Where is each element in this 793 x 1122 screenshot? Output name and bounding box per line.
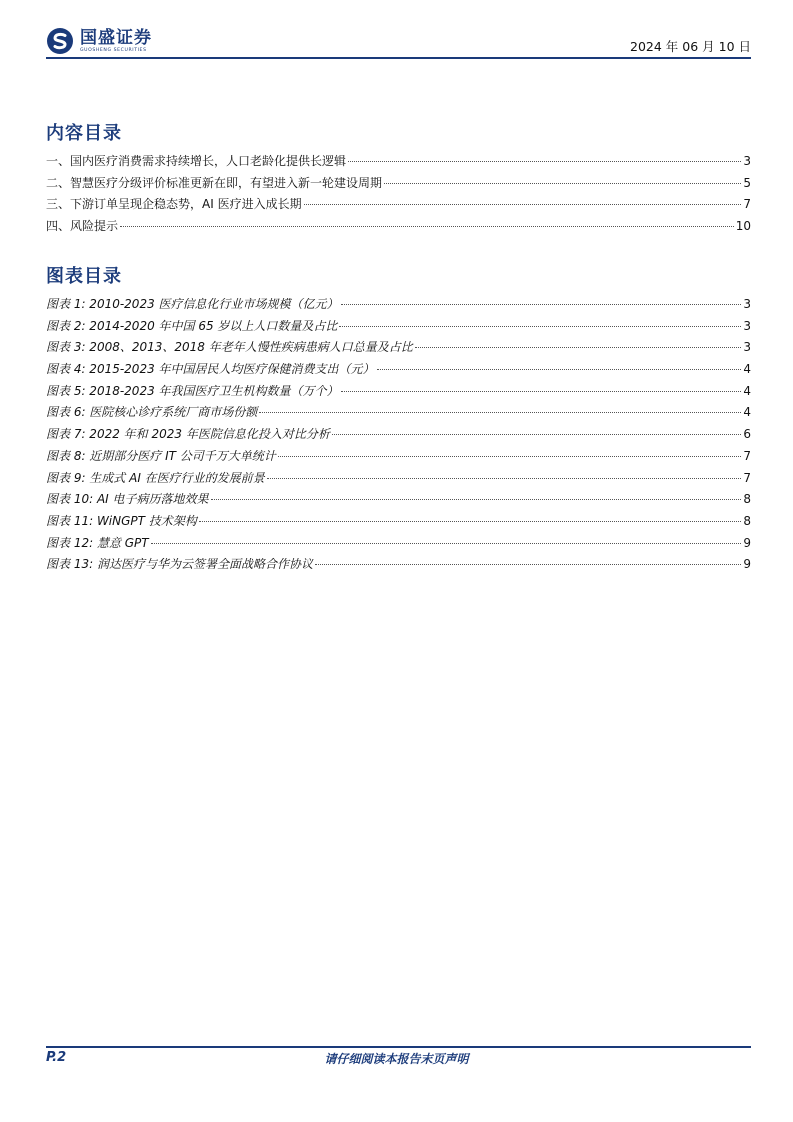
toc-entry[interactable] [46,152,751,174]
logo-text-en: GUOSHENG SECURITIES [80,47,147,53]
toc-entry-label: 图表 1: 2010-2023 医疗信息化行业市场规模（亿元） [46,297,339,311]
dot-leader [259,412,741,413]
toc-entry-label: 图表 10: AI 电子病历落地效果 [46,492,209,507]
toc-entry-label: 二、智慧医疗分级评价标准更新在即，有望进入新一轮建设周期 [46,175,383,190]
toc-entry[interactable] [46,382,751,404]
toc-entry-page: 8 [743,492,751,507]
toc-entry-label: 图表 5: 2018-2023 年我国医疗卫生机构数量（万个） [46,383,339,398]
logo-icon [46,27,74,55]
figures-title: 图表目录 [46,266,122,287]
report-date: 2024 年 06 月 10 日 [630,39,751,54]
toc-entry-label: 图表 12: 慧意 GPT [46,535,149,550]
toc-entry-page: 7 [743,470,751,485]
toc-entry[interactable] [46,555,751,577]
toc-entry[interactable] [46,512,751,534]
dot-leader [377,369,742,370]
toc-entry[interactable] [46,403,751,425]
toc-entry[interactable] [46,338,751,360]
toc-entry-page: 4 [743,383,751,398]
dot-leader [339,326,741,327]
dot-leader [267,478,742,479]
page-number: P.2 [46,1050,67,1065]
toc-entry-label: 图表 9: 生成式 AI 在医疗行业的发展前景 [46,470,265,485]
dot-leader [315,564,741,565]
toc-entry-label: 三、下游订单呈现企稳态势，AI 医疗进入成长期 [46,197,302,212]
header-divider [46,57,751,59]
toc-entry-label: 图表 13: 润达医疗与华为云签署全面战略合作协议 [46,557,313,572]
toc-entry-label: 图表 6: 医院核心诊疗系统厂商市场份额 [46,405,258,420]
toc-entry[interactable] [46,174,751,196]
toc-entry-page: 9 [743,557,751,572]
dot-leader [211,499,742,500]
toc-entry-page: 7 [743,448,751,463]
toc-entry-label: 图表 7: 2022 年和 2023 年医院信息化投入对比分析 [46,427,330,442]
company-logo [46,24,152,58]
contents-list [46,152,751,239]
dot-leader [341,391,742,392]
dot-leader [120,226,734,227]
disclaimer-note: 请仔细阅读本报告末页声明 [324,1052,469,1066]
toc-entry[interactable] [46,195,751,217]
dot-leader [304,204,742,205]
toc-entry-label: 图表 11: WiNGPT 技术架构 [46,513,197,528]
toc-entry-page: 3 [743,318,751,333]
toc-entry[interactable] [46,490,751,512]
figures-list [46,295,751,577]
toc-entry-label: 四、风险提示 [46,219,119,234]
toc-entry[interactable] [46,317,751,339]
contents-title: 内容目录 [46,123,122,144]
toc-entry-label: 图表 8: 近期部分医疗 IT 公司千万大单统计 [46,448,276,463]
dot-leader [199,521,742,522]
toc-entry-page: 9 [743,535,751,550]
dot-leader [384,183,741,184]
toc-entry-page: 6 [743,427,751,442]
dot-leader [151,543,742,544]
toc-entry-page: 8 [743,513,751,528]
toc-entry-page: 7 [743,197,751,212]
toc-entry-label: 图表 3: 2008、2013、2018 年老年人慢性疾病患病人口总量及占比 [46,340,413,355]
toc-entry[interactable] [46,447,751,469]
page-header [46,24,751,58]
dot-leader [415,347,742,348]
toc-entry-label: 图表 4: 2015-2023 年中国居民人均医疗保健消费支出（元） [46,362,375,377]
dot-leader [341,304,742,305]
toc-entry-page: 4 [743,362,751,377]
toc-entry[interactable] [46,425,751,447]
toc-entry-page: 5 [743,175,751,190]
dot-leader [278,456,742,457]
toc-entry-label: 一、国内医疗消费需求持续增长，人口老龄化提供长逻辑 [46,154,347,168]
toc-entry[interactable] [46,534,751,556]
toc-entry[interactable] [46,469,751,491]
toc-entry-label: 图表 2: 2014-2020 年中国 65 岁以上人口数量及占比 [46,318,338,333]
toc-entry-page: 3 [743,340,751,355]
footer-divider [46,1046,751,1048]
dot-leader [348,161,741,162]
toc-entry-page: 3 [743,297,751,311]
toc-entry-page: 4 [743,405,751,420]
toc-entry-page: 10 [735,219,751,234]
toc-entry[interactable] [46,295,751,317]
toc-entry-page: 3 [743,154,751,168]
toc-entry[interactable] [46,217,751,239]
toc-entry[interactable] [46,360,751,382]
logo-text-cn: 国盛证券 [80,27,152,48]
dot-leader [332,434,742,435]
